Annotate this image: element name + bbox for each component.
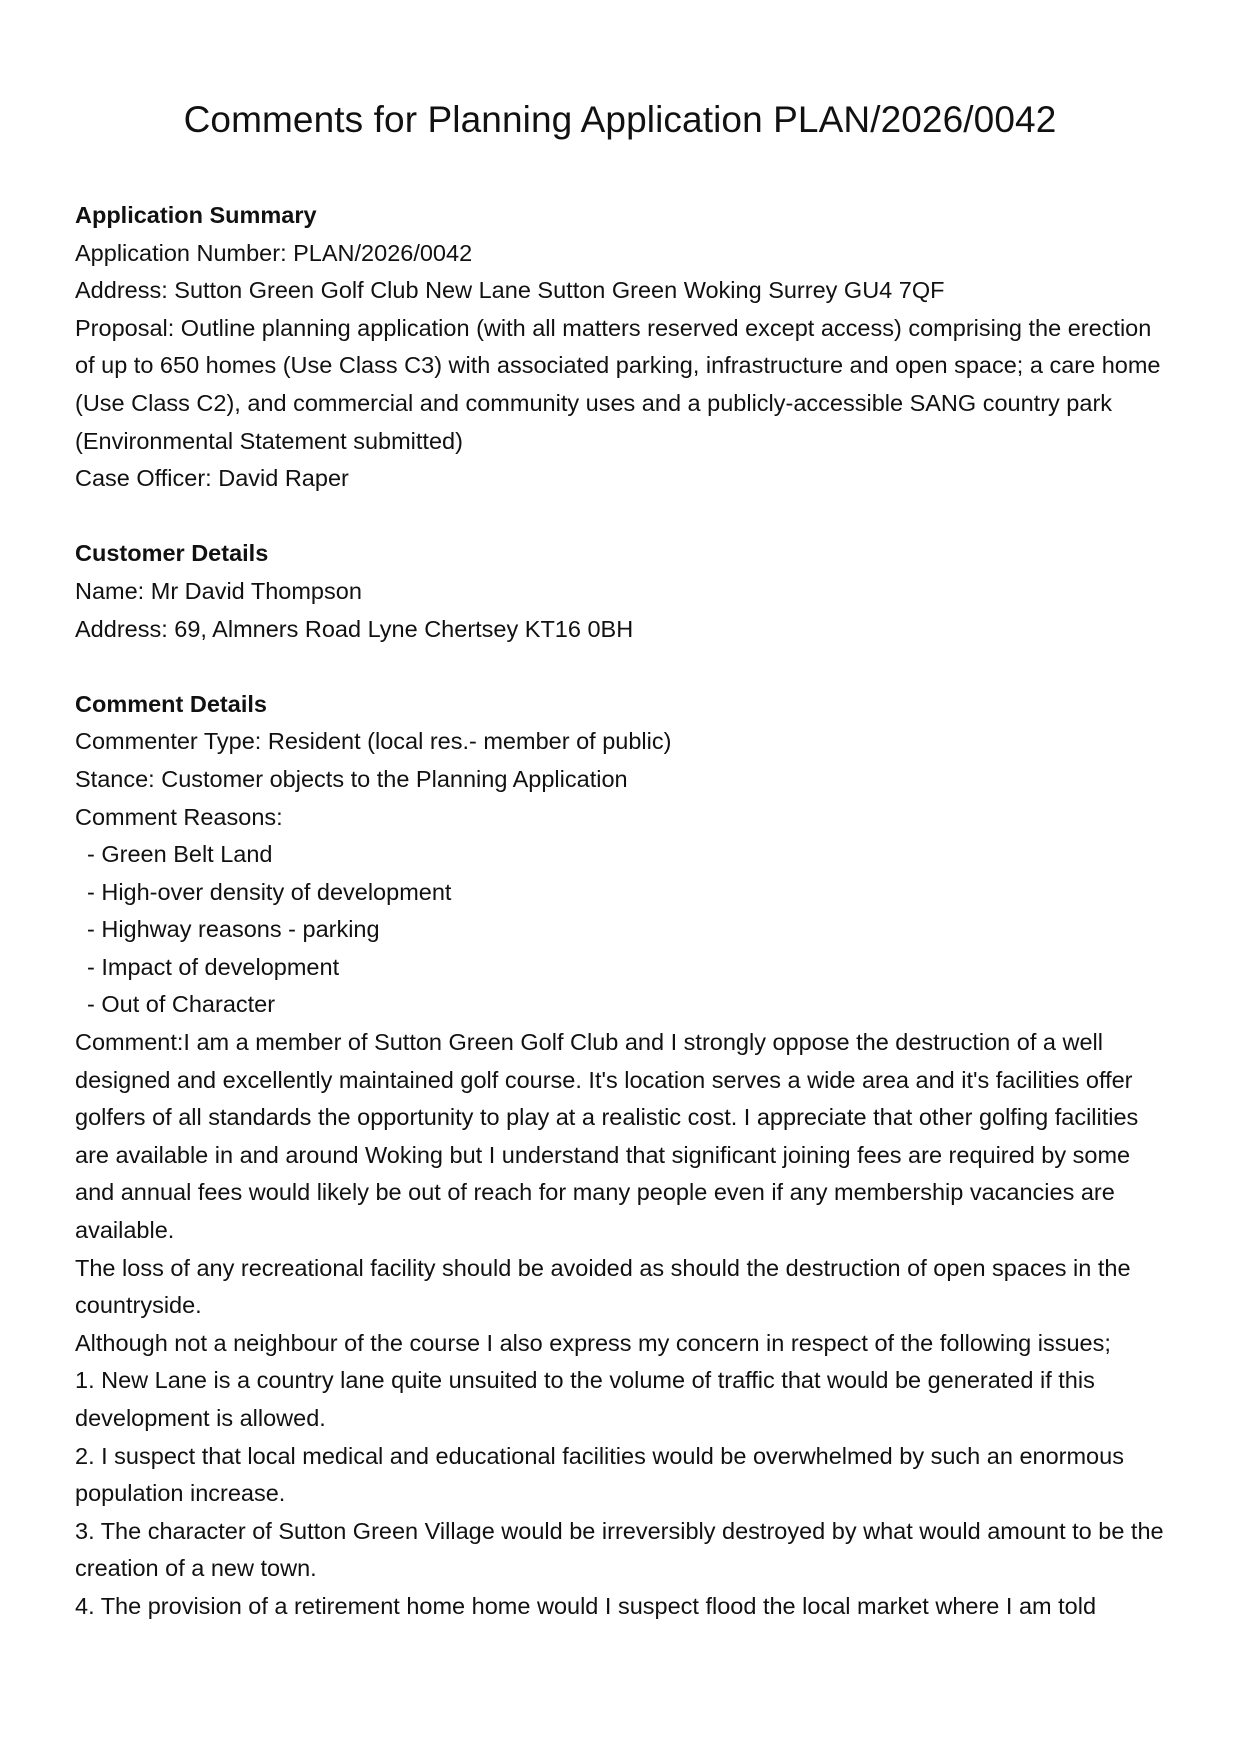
comment-paragraph: 3. The character of Sutton Green Village would be irreversibly destroyed by what would amount to be the creation of a new town.: [75, 1517, 1164, 1582]
site-address: Address: Sutton Green Golf Club New Lane Sutton Green Woking Surrey GU4 7QF: [75, 277, 945, 304]
comment-paragraph: Although not a neighbour of the course I also express my concern in respect of the following issues;: [75, 1329, 1111, 1356]
comment-paragraph: 1. New Lane is a country lane quite unsuited to the volume of traffic that would be generated if this development is allowed.: [75, 1367, 1095, 1431]
list-item: - Green Belt Land: [87, 841, 273, 868]
commenter-type: Commenter Type: Resident (local res.- member of public): [75, 728, 672, 755]
comment-paragraph: 2. I suspect that local medical and educational facilities would be overwhelmed by such an enormous population increase.: [75, 1442, 1124, 1507]
application-summary-heading: Application Summary: [75, 202, 317, 228]
list-item: - Highway reasons - parking: [87, 916, 380, 943]
application-number: Application Number: PLAN/2026/0042: [75, 239, 473, 266]
comment-paragraph: The loss of any recreational facility should be avoided as should the destruction of open spaces in the countryside.: [75, 1254, 1131, 1319]
comment-reasons-label: Comment Reasons:: [75, 803, 283, 830]
customer-address: Address: 69, Almners Road Lyne Chertsey KT16 0BH: [75, 615, 634, 642]
customer-name: Name: Mr David Thompson: [75, 577, 362, 604]
customer-details-section: [75, 535, 1165, 648]
document-body: [75, 197, 1165, 1626]
case-officer: Case Officer: David Raper: [75, 465, 349, 492]
stance: Stance: Customer objects to the Planning Application: [75, 765, 628, 792]
comment-details-heading: Comment Details: [75, 690, 267, 717]
list-item: - High-over density of development: [87, 878, 452, 905]
application-summary-section: [75, 197, 1165, 498]
proposal-text: Proposal: Outline planning application (with all matters reserved except access) comprising the erection of up to 650 homes (Use Class C3) with associated parking, infrastructure and open space; a care home (Use Class C2), and commercial and community uses and a publicly-accessible SANG country park (Environmental Statement submitted): [75, 314, 1161, 454]
comment-paragraph: 4. The provision of a retirement home home would I suspect flood the local market where I am told: [75, 1592, 1097, 1619]
list-item: - Out of Character: [87, 991, 276, 1018]
comment-details-section: [75, 686, 1165, 1626]
list-item: - Impact of development: [87, 953, 340, 980]
page-title: Comments for Planning Application PLAN/2026/0042: [183, 99, 1057, 140]
customer-details-heading: Customer Details: [75, 540, 269, 567]
comment-paragraph: Comment:I am a member of Sutton Green Golf Club and I strongly oppose the destruction of a well designed and excellently maintained golf course. It's location serves a wide area and it's facilities offer golfers of all standards the opportunity to play at a realistic cost. I appreciate that other golfing facilities are available in and around Woking but I understand that significant joining fees are required by some and annual fees would likely be out of reach for many people even if any membership vacancies are available.: [75, 1029, 1139, 1244]
